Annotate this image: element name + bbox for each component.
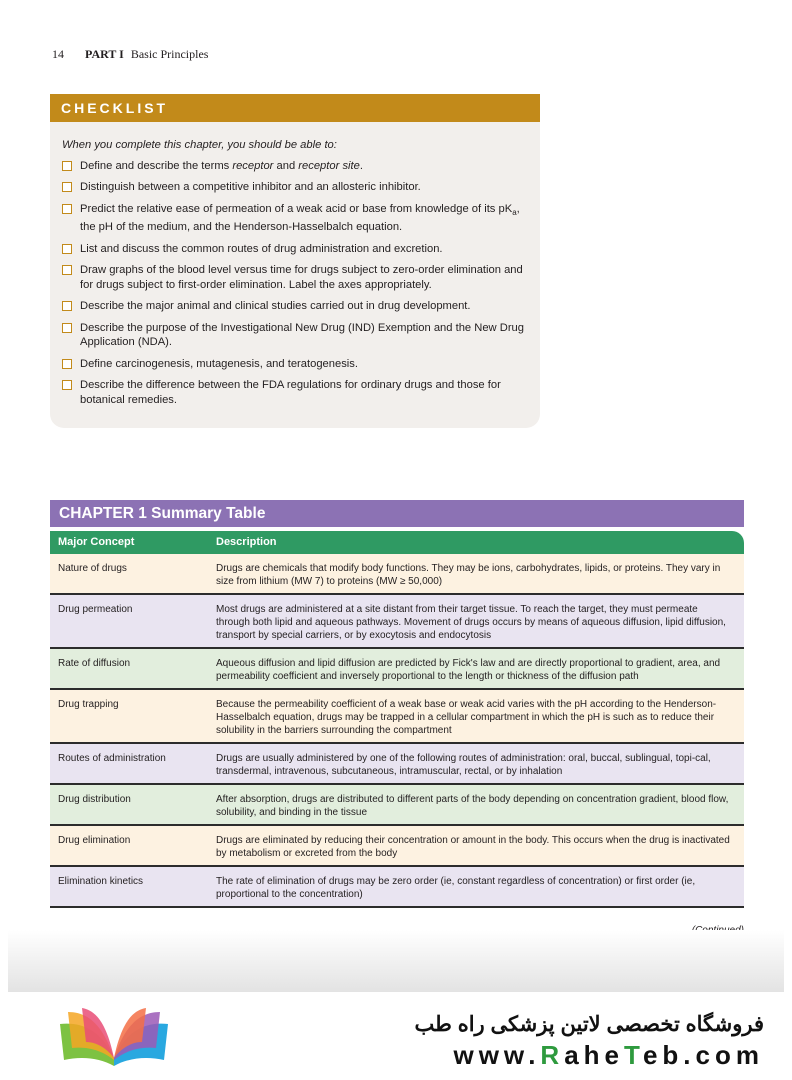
checklist-item-text: Define and describe the terms receptor and receptor site. <box>80 159 363 172</box>
checklist-item <box>62 159 526 174</box>
concept-cell: Drug trapping <box>58 699 119 710</box>
checkbox-icon <box>62 265 72 275</box>
checklist-item-text: Define carcinogenesis, mutagenesis, and teratogenesis. <box>80 357 358 370</box>
header-major-concept: Major Concept <box>58 536 135 548</box>
checklist-title: CHECKLIST <box>50 94 540 122</box>
url-segment: ahe <box>564 1040 625 1070</box>
checklist-item <box>62 180 526 195</box>
page-header <box>52 47 208 62</box>
table-row <box>50 690 744 744</box>
concept-cell: Drug elimination <box>58 835 131 846</box>
table-row <box>50 867 744 908</box>
table-row <box>50 554 744 595</box>
checklist-item-text: Predict the relative ease of permeation of a weak acid or base from knowledge of its $pK_a$, the pH of the medium, and the Henderson-Hasselbalch equation. <box>80 202 520 234</box>
checklist-item-text: List and discuss the common routes of drug administration and excretion. <box>80 242 443 255</box>
checkbox-icon <box>62 244 72 254</box>
table-row <box>50 595 744 649</box>
table-row <box>50 826 744 867</box>
concept-cell: Elimination kinetics <box>58 876 144 887</box>
page-number: 14 <box>52 47 64 61</box>
concept-cell: Drug permeation <box>58 604 133 615</box>
concept-cell: Drug distribution <box>58 794 131 805</box>
url-segment: T <box>624 1040 643 1070</box>
checklist-item-text: Draw graphs of the blood level versus time for drugs subject to zero-order elimination and for drugs subject to first-order elimination. Label the axes appropriately. <box>80 264 523 291</box>
checklist-item-text: Distinguish between a competitive inhibitor and an allosteric inhibitor. <box>80 181 421 193</box>
checkbox-icon <box>62 182 72 192</box>
description-cell: Drugs are chemicals that modify body functions. They may be ions, carbohydrates, lipids, or proteins. They vary in size from lithium (MW 7) to proteins (MW ≥ 50,000) <box>216 563 721 587</box>
summary-header-row <box>50 531 744 554</box>
url-segment: eb.com <box>642 1040 764 1070</box>
checklist-item-text: Describe the difference between the FDA regulations for ordinary drugs and those for botanical remedies. <box>80 379 501 406</box>
checklist-item <box>62 299 526 314</box>
checklist-item <box>62 242 526 257</box>
summary-table <box>50 500 744 908</box>
checkbox-icon <box>62 301 72 311</box>
checklist-item <box>62 357 526 372</box>
description-cell: After absorption, drugs are distributed to different parts of the body depending on concentration gradient, blood flow, solubility, and binding in the tissue <box>216 794 729 818</box>
footer-shade <box>8 930 784 992</box>
checklist-item-text: Describe the major animal and clinical studies carried out in drug development. <box>80 300 471 313</box>
table-row <box>50 785 744 826</box>
url-segment: R <box>540 1040 565 1070</box>
part-title: Basic Principles <box>130 47 209 61</box>
book-logo-icon <box>50 1008 178 1072</box>
checklist-body <box>50 122 540 428</box>
checkbox-icon <box>62 323 72 333</box>
table-row <box>50 649 744 690</box>
description-cell: Most drugs are administered at a site distant from their target tissue. To reach the target, they must permeate through both lipid and aqueous pathways. Movement of drugs occurs by means of aqueous diffusion, lipid diffusion, transport by special carriers, or by exocytosis and endocytosis <box>216 604 726 641</box>
checkbox-icon <box>62 204 72 214</box>
checklist-box <box>50 94 540 428</box>
header-description: Description <box>216 536 277 548</box>
checklist-item <box>62 321 526 350</box>
url-segment: www. <box>453 1040 541 1070</box>
checklist-item <box>62 202 526 235</box>
store-url <box>453 1040 764 1071</box>
concept-cell: Rate of diffusion <box>58 658 131 669</box>
description-cell: Drugs are usually administered by one of the following routes of administration: oral, buccal, sublingual, topi-cal, transdermal, intravenous, subcutaneous, intramuscular, rectal, or by inhalation <box>216 753 711 777</box>
description-cell: The rate of elimination of drugs may be zero order (ie, constant regardless of concentration) or first order (ie, proportional to the concentration) <box>216 876 696 900</box>
checklist-item-text: Describe the purpose of the Investigational New Drug (IND) Exemption and the New Drug Application (NDA). <box>80 321 524 349</box>
concept-cell: Routes of administration <box>58 753 166 764</box>
concept-cell: Nature of drugs <box>58 563 127 574</box>
description-cell: Drugs are eliminated by reducing their concentration or amount in the body. This occurs when the drug is inactivated by metabolism or excreted from the body <box>216 835 730 859</box>
checklist-item <box>62 378 526 407</box>
description-cell: Because the permeability coefficient of a weak base or weak acid varies with the pH according to the Henderson-Hasselbalch equation, drugs may be trapped in a cellular compartment in which the pH is such as to reduce their solubility in the barriers surrounding the compartment <box>216 699 717 736</box>
checkbox-icon <box>62 161 72 171</box>
checklist-intro: When you complete this chapter, you should be able to: <box>62 139 337 151</box>
description-cell: Aqueous diffusion and lipid diffusion are predicted by Fick's law and are directly proportional to gradient, area, and permeability coefficient and inversely proportional to the length or thickness of the diffusion path <box>216 658 721 682</box>
checkbox-icon <box>62 380 72 390</box>
checklist-item <box>62 263 526 292</box>
summary-title: CHAPTER 1 Summary Table <box>50 500 744 527</box>
part-label: PART I <box>85 47 124 61</box>
store-name: فروشگاه تخصصی لاتین پزشکی راه طب <box>414 1013 764 1036</box>
table-row <box>50 744 744 785</box>
checkbox-icon <box>62 359 72 369</box>
